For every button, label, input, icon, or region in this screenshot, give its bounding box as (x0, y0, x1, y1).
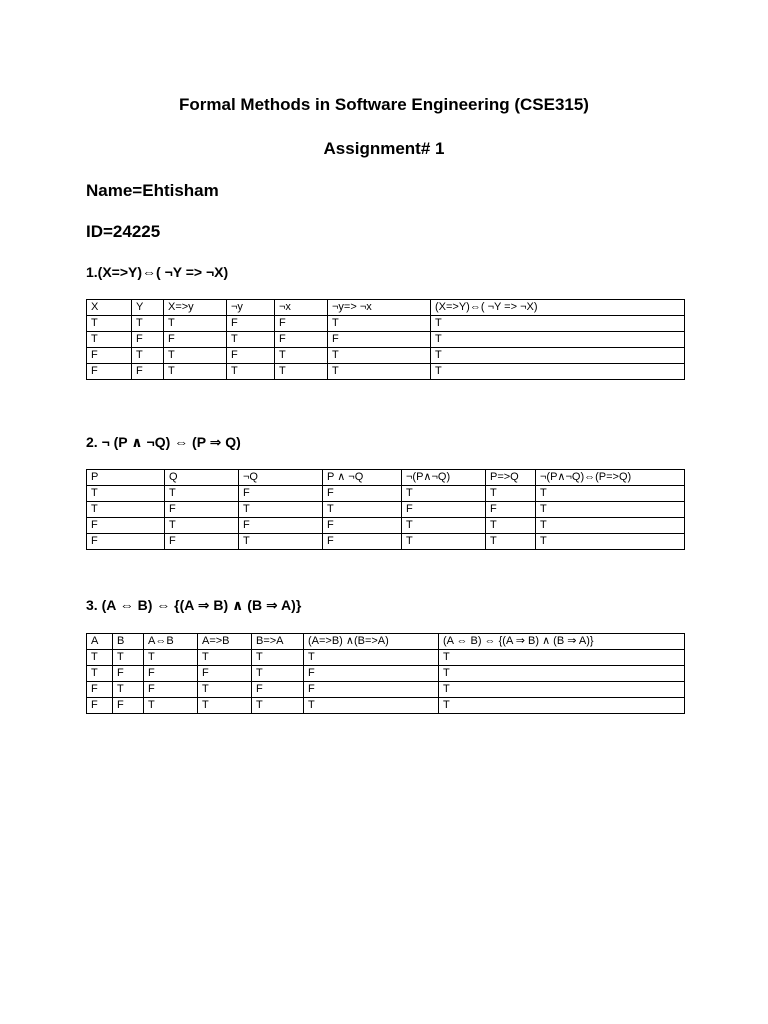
column-header: P (87, 470, 165, 486)
table-cell: T (486, 534, 536, 550)
table-cell: T (439, 666, 685, 682)
table-cell: T (87, 332, 132, 348)
table-cell: F (87, 534, 165, 550)
column-header: (X=>Y)⇔( ¬Y => ¬X) (431, 300, 685, 316)
table-cell: T (252, 650, 304, 666)
table-cell: T (439, 682, 685, 698)
table-cell: T (198, 650, 252, 666)
table-cell: F (323, 534, 402, 550)
table-cell: T (227, 364, 275, 380)
table-row (87, 650, 685, 666)
column-header: A=>B (198, 634, 252, 650)
table-cell: F (198, 666, 252, 682)
truth-table-1 (86, 299, 685, 380)
table-cell: F (227, 316, 275, 332)
table-cell: T (87, 316, 132, 332)
table-cell: F (164, 332, 227, 348)
table-cell: T (198, 698, 252, 714)
table-cell: T (252, 698, 304, 714)
column-header: B (113, 634, 144, 650)
table-cell: T (275, 364, 328, 380)
table-cell: T (439, 698, 685, 714)
student-name: Name=Ehtisham (86, 181, 219, 200)
table-cell: T (304, 650, 439, 666)
table-row (87, 316, 685, 332)
table-cell: T (536, 502, 685, 518)
table-cell: F (275, 316, 328, 332)
table-cell: F (132, 332, 164, 348)
table-cell: T (87, 666, 113, 682)
table-cell: T (165, 486, 239, 502)
table-cell: F (304, 682, 439, 698)
table-cell: F (165, 534, 239, 550)
table-cell: T (402, 518, 486, 534)
column-header: ¬x (275, 300, 328, 316)
table-cell: T (402, 486, 486, 502)
table-row (87, 364, 685, 380)
table-cell: F (87, 518, 165, 534)
table-cell: F (304, 666, 439, 682)
table-row (87, 518, 685, 534)
column-header: X (87, 300, 132, 316)
table-cell: T (536, 534, 685, 550)
column-header: P=>Q (486, 470, 536, 486)
table-cell: T (87, 650, 113, 666)
table-cell: T (239, 502, 323, 518)
table-cell: F (87, 698, 113, 714)
table-cell: T (304, 698, 439, 714)
table-row (87, 348, 685, 364)
table-header-row (87, 634, 685, 650)
table-cell: F (113, 666, 144, 682)
table-cell: F (239, 486, 323, 502)
table-cell: T (144, 698, 198, 714)
table-cell: F (323, 486, 402, 502)
student-id: ID=24225 (86, 222, 161, 241)
table-cell: T (402, 534, 486, 550)
column-header: B=>A (252, 634, 304, 650)
column-header: ¬(P∧¬Q) (402, 470, 486, 486)
table-cell: T (431, 348, 685, 364)
table-cell: F (87, 348, 132, 364)
table-row (87, 332, 685, 348)
table-cell: T (328, 364, 431, 380)
table-cell: T (431, 364, 685, 380)
table-header-row (87, 300, 685, 316)
table-cell: F (402, 502, 486, 518)
table-cell: F (275, 332, 328, 348)
table-cell: T (439, 650, 685, 666)
column-header: A (87, 634, 113, 650)
column-header: ¬y=> ¬x (328, 300, 431, 316)
truth-table-3 (86, 633, 685, 714)
table-row (87, 682, 685, 698)
table-cell: T (328, 316, 431, 332)
table-cell: T (227, 332, 275, 348)
course-title: Formal Methods in Software Engineering (CSE315) (179, 95, 589, 114)
question-1-label: 1.(X=>Y)⇔( ¬Y => ¬X) (86, 264, 229, 280)
table-cell: T (164, 348, 227, 364)
column-header: X=>y (164, 300, 227, 316)
table-cell: F (165, 502, 239, 518)
table-cell: T (198, 682, 252, 698)
table-cell: T (164, 316, 227, 332)
table-cell: T (239, 534, 323, 550)
table-row (87, 486, 685, 502)
table-cell: F (87, 682, 113, 698)
column-header: ¬y (227, 300, 275, 316)
column-header: A⇔B (144, 634, 198, 650)
table-row (87, 502, 685, 518)
column-header: Y (132, 300, 164, 316)
table-cell: F (144, 682, 198, 698)
table-cell: T (113, 650, 144, 666)
table-cell: T (252, 666, 304, 682)
column-header: ¬(P∧¬Q)⇔(P=>Q) (536, 470, 685, 486)
table-cell: T (486, 518, 536, 534)
assignment-title: Assignment# 1 (323, 139, 445, 158)
table-cell: T (164, 364, 227, 380)
column-header: (A ⇔ B) ⇔ {(A ⇒ B) ∧ (B ⇒ A)} (439, 634, 685, 650)
table-cell: F (486, 502, 536, 518)
column-header: P ∧ ¬Q (323, 470, 402, 486)
truth-table-2 (86, 469, 685, 550)
table-cell: T (431, 316, 685, 332)
table-row (87, 666, 685, 682)
table-cell: T (165, 518, 239, 534)
table-cell: F (227, 348, 275, 364)
table-header-row (87, 470, 685, 486)
table-cell: F (252, 682, 304, 698)
table-cell: T (323, 502, 402, 518)
table-cell: F (132, 364, 164, 380)
table-row (87, 534, 685, 550)
column-header: (A=>B) ∧(B=>A) (304, 634, 439, 650)
table-cell: F (113, 698, 144, 714)
table-cell: F (239, 518, 323, 534)
table-cell: T (113, 682, 144, 698)
table-cell: T (328, 348, 431, 364)
column-header: ¬Q (239, 470, 323, 486)
table-cell: T (486, 486, 536, 502)
table-cell: T (536, 486, 685, 502)
table-cell: T (536, 518, 685, 534)
table-cell: F (144, 666, 198, 682)
table-cell: T (144, 650, 198, 666)
table-cell: T (431, 332, 685, 348)
column-header: Q (165, 470, 239, 486)
question-3-label: 3. (A ⇔ B) ⇔ {(A ⇒ B) ∧ (B ⇒ A)} (86, 597, 302, 613)
table-cell: T (87, 502, 165, 518)
table-cell: T (275, 348, 328, 364)
question-2-label: 2. ¬ (P ∧ ¬Q) ⇔ (P ⇒ Q) (86, 434, 241, 450)
table-cell: F (323, 518, 402, 534)
table-cell: T (87, 486, 165, 502)
table-cell: F (87, 364, 132, 380)
table-cell: T (132, 316, 164, 332)
table-row (87, 698, 685, 714)
table-cell: T (132, 348, 164, 364)
table-cell: F (328, 332, 431, 348)
